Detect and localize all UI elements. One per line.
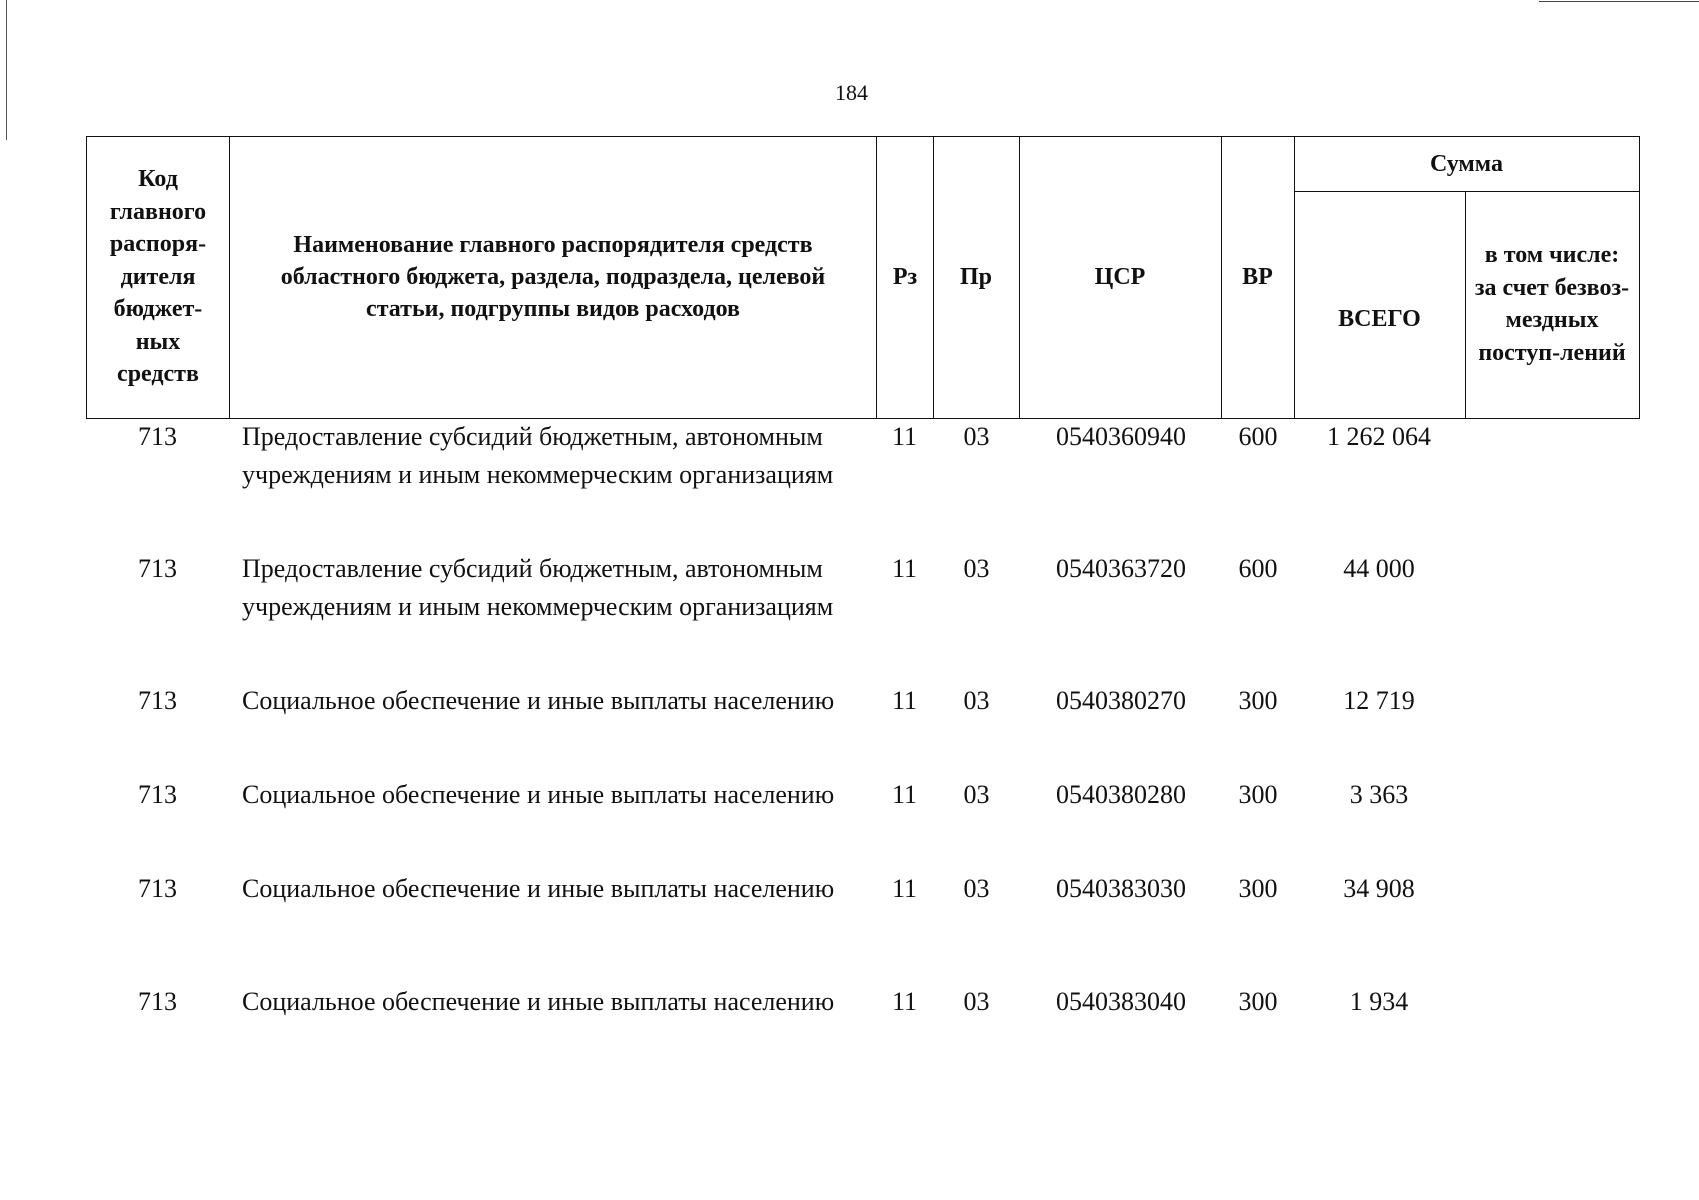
- row-name: Социальное обеспечение и иные выплаты населению: [242, 686, 835, 715]
- header-total: ВСЕГО: [1338, 306, 1421, 332]
- row-name: Социальное обеспечение и иные выплаты населению: [242, 780, 835, 809]
- row-rz: 11: [891, 422, 918, 451]
- table-header: [86, 136, 1640, 419]
- row-csr: 0540380280: [1056, 780, 1186, 809]
- row-vr: 600: [1238, 422, 1278, 451]
- row-vr: 300: [1238, 874, 1278, 903]
- row-name: Социальное обеспечение и иные выплаты населению: [242, 874, 835, 903]
- page-number: 184: [835, 80, 868, 105]
- row-name: Социальное обеспечение и иные выплаты населению: [242, 987, 835, 1016]
- row-rz: 11: [891, 874, 918, 903]
- row-csr: 0540383030: [1056, 874, 1186, 903]
- header-code: Код главного распоря-дителя бюджет-ных средств: [109, 166, 207, 388]
- row-vr: 300: [1238, 780, 1278, 809]
- row-rz: 11: [891, 554, 918, 583]
- row-pr: 03: [963, 554, 990, 583]
- header-name: Наименование главного распорядителя средств областного бюджета, раздела, подраздела, целевой статьи, подгруппы видов расходов: [280, 232, 826, 322]
- row-name: Предоставление субсидий бюджетным, автономным учреждениям и иным некоммерческим организациям: [242, 422, 834, 489]
- header-vr: ВР: [1242, 264, 1273, 290]
- row-code: 713: [138, 686, 177, 715]
- row-csr: 0540360940: [1056, 422, 1186, 451]
- row-code: 713: [138, 554, 177, 583]
- row-vr: 300: [1238, 987, 1278, 1016]
- row-csr: 0540380270: [1056, 686, 1186, 715]
- header-sum: Сумма: [1430, 151, 1503, 177]
- row-name: Предоставление субсидий бюджетным, автономным учреждениям и иным некоммерческим организациям: [242, 554, 834, 621]
- header-pr: Пр: [959, 264, 992, 290]
- row-total: 34 908: [1343, 874, 1415, 903]
- header-csr: ЦСР: [1094, 264, 1146, 290]
- row-code: 713: [138, 987, 177, 1016]
- row-rz: 11: [891, 686, 918, 715]
- row-vr: 300: [1238, 686, 1278, 715]
- scan-edge-left: [6, 0, 7, 140]
- row-code: 713: [138, 874, 177, 903]
- row-total: 1 934: [1349, 987, 1409, 1016]
- row-code: 713: [138, 780, 177, 809]
- row-rz: 11: [891, 987, 918, 1016]
- row-total: 44 000: [1343, 554, 1415, 583]
- row-csr: 0540383040: [1056, 987, 1186, 1016]
- row-csr: 0540363720: [1056, 554, 1186, 583]
- row-pr: 03: [963, 780, 990, 809]
- header-free: в том числе: за счет безвоз-мездных поступ-лений: [1474, 242, 1630, 366]
- row-code: 713: [138, 422, 177, 451]
- row-pr: 03: [963, 686, 990, 715]
- row-pr: 03: [963, 987, 990, 1016]
- header-rz: Рз: [892, 264, 918, 290]
- scan-edge-top: [1539, 1, 1699, 2]
- row-total: 1 262 064: [1327, 422, 1431, 451]
- row-total: 12 719: [1343, 686, 1415, 715]
- row-vr: 600: [1238, 554, 1278, 583]
- row-rz: 11: [891, 780, 918, 809]
- row-total: 3 363: [1349, 780, 1409, 809]
- row-pr: 03: [963, 874, 990, 903]
- row-pr: 03: [963, 422, 990, 451]
